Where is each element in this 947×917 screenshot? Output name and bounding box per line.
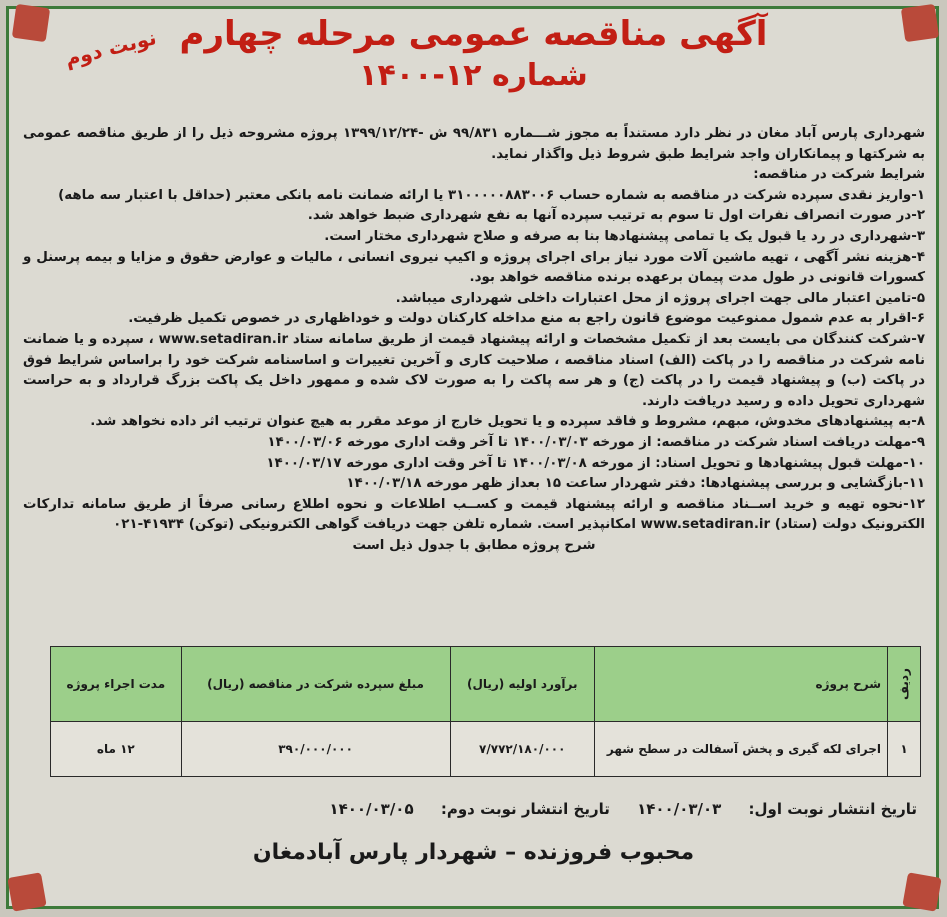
first-publication-label: تاریخ انتشار نوبت اول: [748, 800, 917, 818]
table-row [51, 722, 921, 777]
condition-item: ۱۰-مهلت قبول پیشنهادها و تحویل اسناد: از مورخه ۱۴۰۰/۰۳/۰۸ تا آخر وقت اداری مورخه ۱۴۰۰/۰۳/۱۷ [266, 455, 925, 471]
cell-deposit: ۳۹۰/۰۰۰/۰۰۰ [181, 722, 450, 777]
first-publication-date: ۱۴۰۰/۰۳/۰۳ [637, 800, 722, 818]
column-header-row-number: ردیف [888, 647, 921, 722]
condition-item: ۱۲-نحوه تهیه و خرید اســناد مناقصه و ارائه پیشنهاد قیمت و کســب اطلاعات و نحوه اطلاع رسانی صرفاً از طریق سامانه تدارکات الکترونیک دولت (ستاد) www.setadiran.ir امکانپذیر است. شماره تلفن جهت دریافت گواهی الکترونیکی (توکن) ۴۱۹۳۴-۰۲۱ [23, 496, 925, 533]
condition-item: ۶-اقرار به عدم شمول ممنوعیت موضوع قانون راجع به منع مداخله کارکنان دولت و خوداظهاری در خصوص تکمیل ظرفیت. [128, 311, 925, 327]
condition-item: ۱۱-بازگشایی و بررسی پیشنهادها: دفتر شهردار ساعت ۱۵ بعداز ظهر مورخه ۱۴۰۰/۰۳/۱۸ [346, 476, 925, 492]
cell-row-number: ۱ [888, 722, 921, 777]
condition-item: ۷-شرکت کنندگان می بایست بعد از تکمیل مشخصات و ارائه پیشنهاد قیمت از طریق سامانه ستاد www.setadiran.ir ، سپرده و یا ضمانت نامه شرکت در مناقصه را در پاکت (الف) اسناد مناقصه ، صلاحیت کاری و آخرین تغییرات و اساسنامه شرکت خود را براساس شرایط فوق در پاکت (ب) و پیشنهاد قیمت را در پاکت (ج) و هر سه پاکت را به صورت لاک شده و ممهور داخل یک پاکت بزرگ قرارداد و به حراست شهرداری تحویل داده و رسید دریافت دارند. [23, 331, 925, 409]
project-table [50, 646, 921, 777]
condition-item: ۴-هزینه نشر آگهی ، تهیه ماشین آلات مورد نیاز برای اجرای پروژه و اکیپ نیروی انسانی ، مالیات و عوارض حقوق و مزایا و بیمه پرسنل و کسورات قانونی در طول مدت پیمان برعهده برنده مناقصه خواهد بود. [23, 249, 925, 286]
corner-ornament [7, 872, 46, 911]
condition-item: ۸-به پیشنهادهای مخدوش، مبهم، مشروط و فاقد سپرده و یا تحویل خارج از موعد مقرر به هیچ عنوان ترتیب اثر داده نخواهد شد. [90, 414, 925, 430]
column-header-deposit: مبلغ سپرده شرکت در مناقصه (ریال) [181, 647, 450, 722]
cell-estimate: ۷/۷۷۲/۱۸۰/۰۰۰ [450, 722, 595, 777]
condition-item: ۵-تامین اعتبار مالی جهت اجرای پروژه از محل اعتبارات داخلی شهرداری میباشد. [395, 290, 925, 306]
column-header-duration: مدت اجراء پروژه [51, 647, 182, 722]
publication-stamp: نوبت دوم [62, 25, 159, 71]
conditions-heading: شرایط شرکت در مناقصه: [753, 167, 925, 183]
table-intro: شرح پروژه مطابق با جدول ذیل است [352, 537, 596, 553]
signature: محبوب فروزنده – شهردار پارس آبادمغان [252, 840, 695, 865]
ad-header [0, 12, 947, 96]
condition-item: ۳-شهرداری در رد یا قبول یک یا تمامی پیشنهادها بنا به صرفه و صلاح شهرداری مختار است. [324, 228, 925, 244]
column-header-description: شرح پروژه [595, 647, 888, 722]
ad-title: آگهی مناقصه عمومی مرحله چهارم [179, 14, 768, 54]
second-publication-date: ۱۴۰۰/۰۳/۰۵ [329, 800, 414, 818]
corner-ornament [902, 872, 941, 911]
condition-item: ۲-در صورت انصراف نفرات اول تا سوم به ترتیب سپرده آنها به نفع شهرداری ضبط خواهد شد. [307, 208, 925, 224]
condition-item: ۹-مهلت دریافت اسناد شرکت در مناقصه: از مورخه ۱۴۰۰/۰۳/۰۳ تا آخر وقت اداری مورخه ۱۴۰۰/۰۳/۰۶ [267, 434, 925, 450]
column-header-estimate: برآورد اولیه (ریال) [450, 647, 595, 722]
ad-body [23, 124, 925, 556]
table-header-row [51, 647, 921, 722]
cell-duration: ۱۲ ماه [51, 722, 182, 777]
ad-number: شماره ۱۲-۱۴۰۰ [359, 58, 588, 93]
publication-dates [37, 800, 917, 818]
second-publication-label: تاریخ انتشار نوبت دوم: [440, 800, 610, 818]
intro-paragraph: شهرداری پارس آباد مغان در نظر دارد مستنداً به مجوز شـــماره ۹۹/۸۳۱ ش -۱۳۹۹/۱۲/۲۴ پروژه مشروحه ذیل را از طریق مناقصه عمومی به شرکتها و پیمانکاران واجد شرایط طبق شروط ذیل واگذار نماید. [23, 126, 925, 162]
cell-description: اجرای لکه گیری و پخش آسفالت در سطح شهر [595, 722, 888, 777]
condition-item: ۱-واریز نقدی سپرده شرکت در مناقصه به شماره حساب ۳۱۰۰۰۰۰۸۸۳۰۰۶ یا ارائه ضمانت نامه بانکی معتبر (حداقل با اعتبار سه ماهه) [58, 187, 925, 203]
